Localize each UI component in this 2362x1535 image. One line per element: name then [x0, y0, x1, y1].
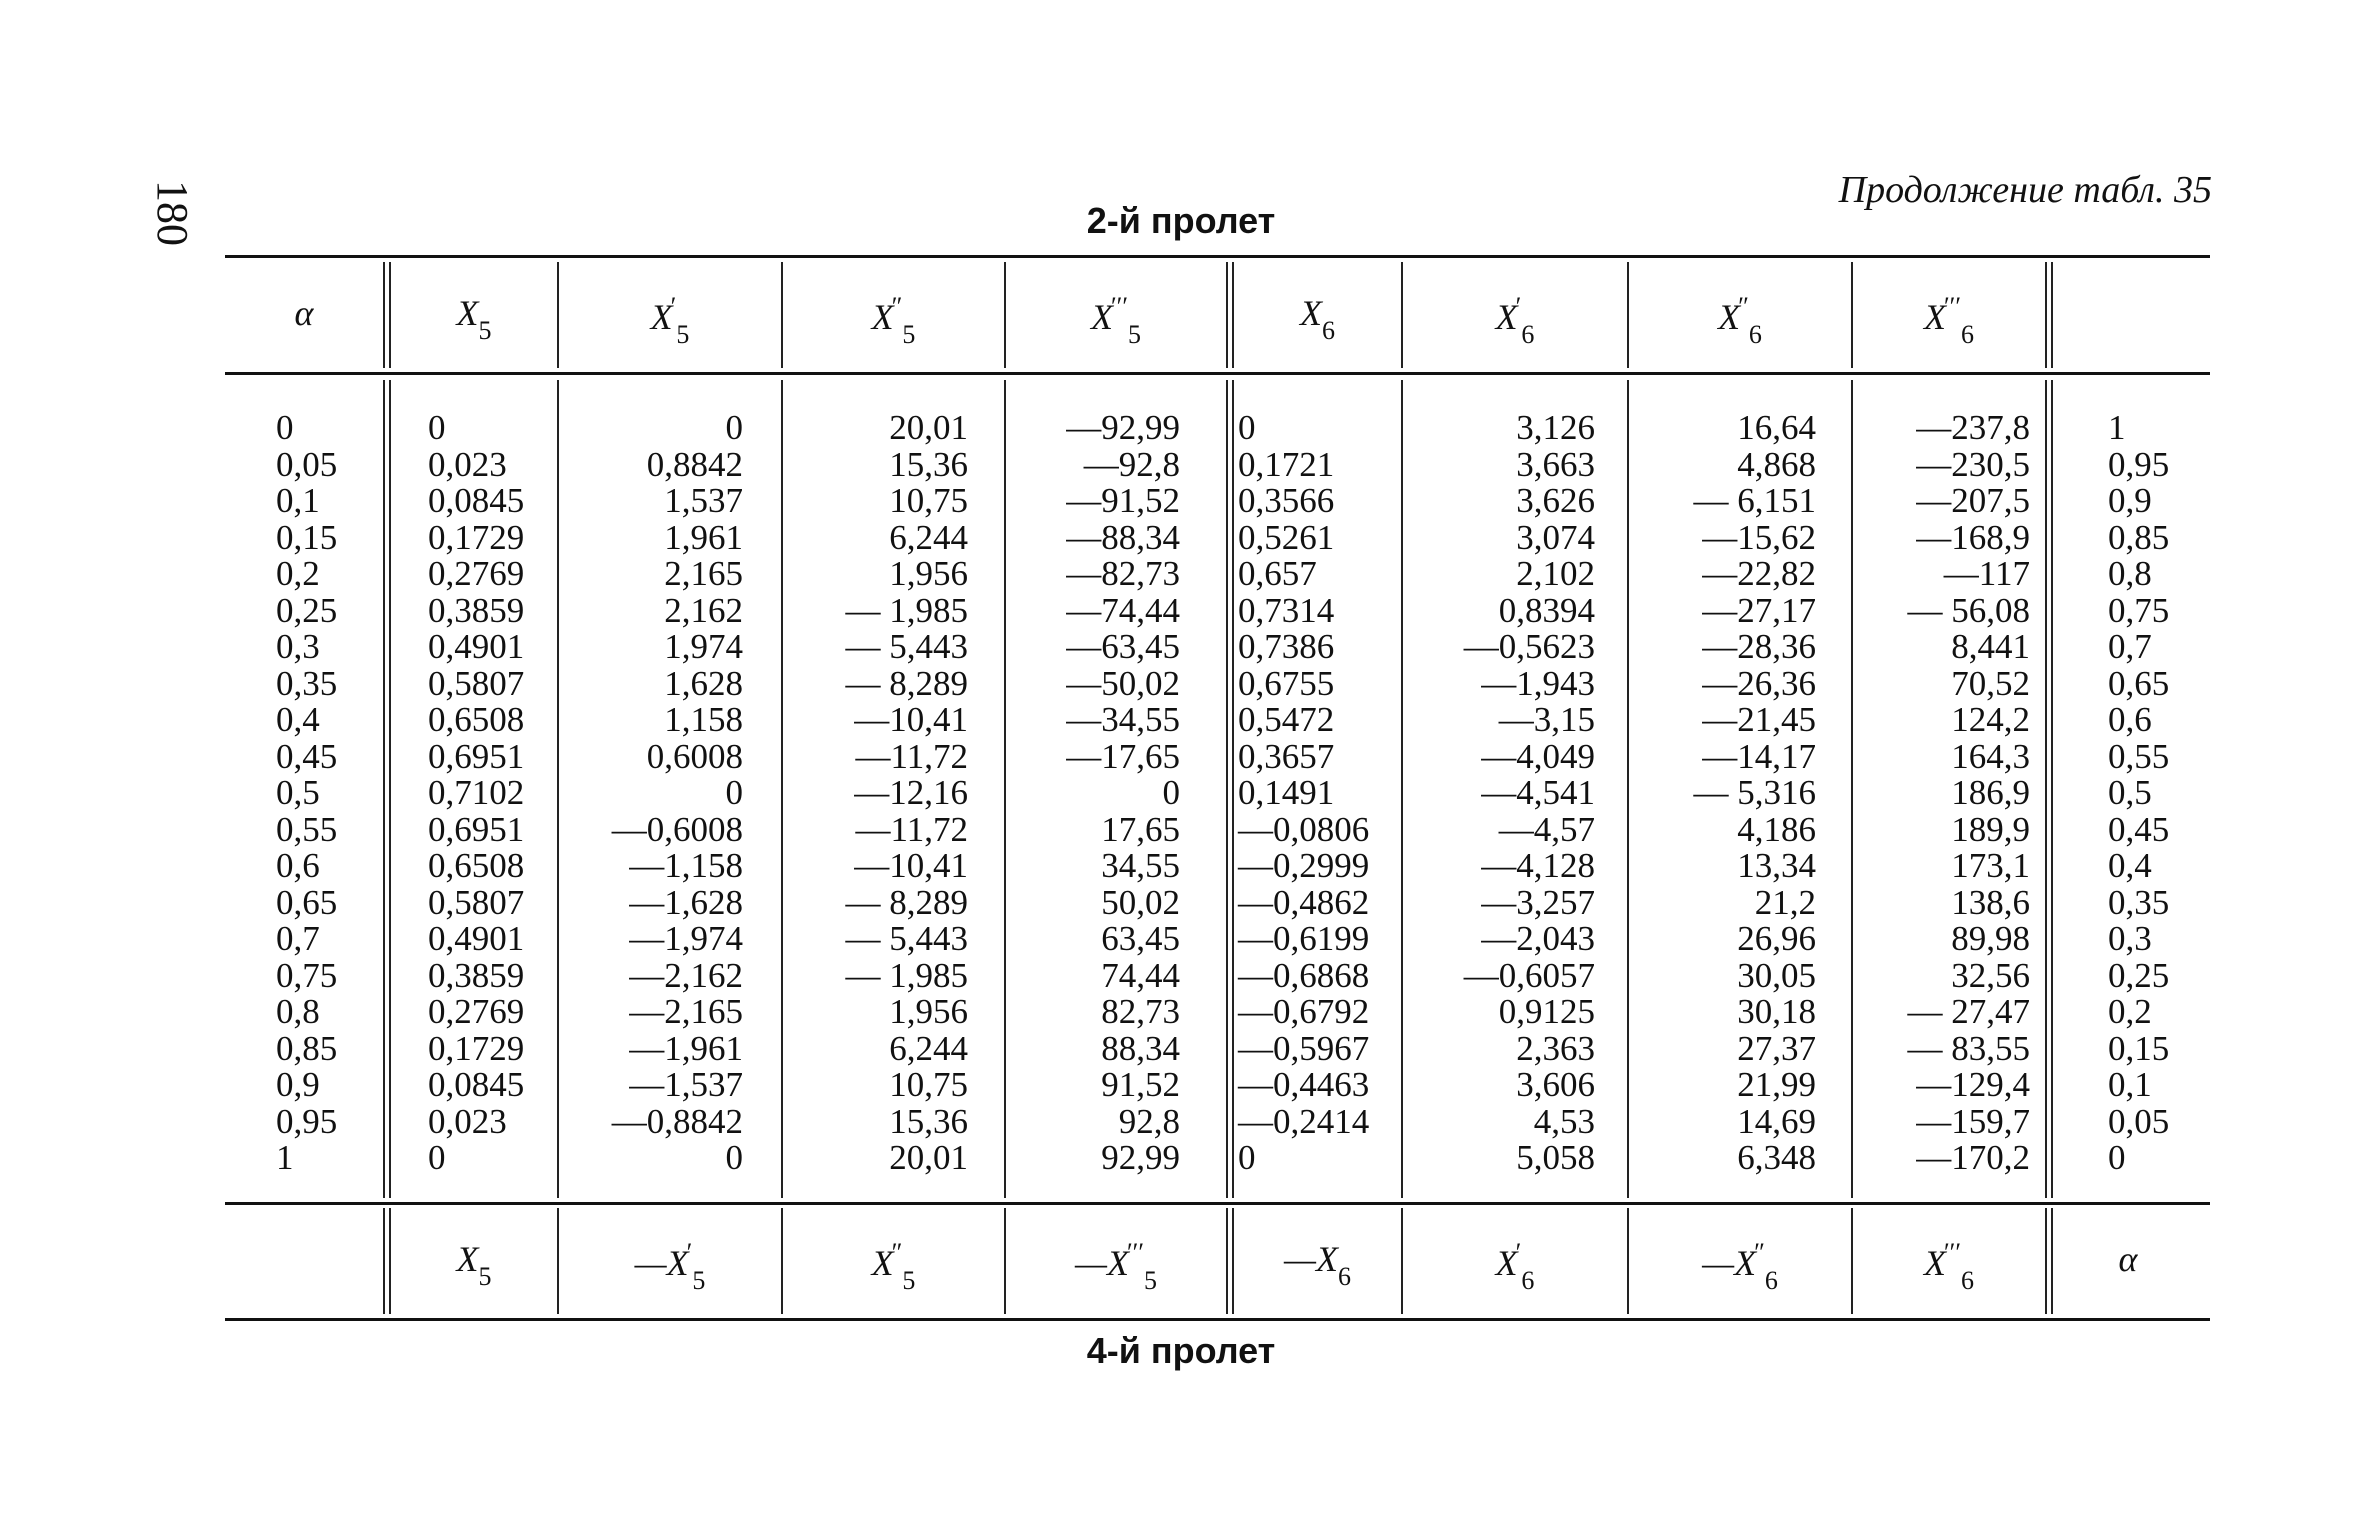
table-cell: 138,6 — [1951, 882, 2030, 922]
table-cell: 0 — [1238, 408, 1256, 447]
table-cell: 0,45 — [276, 736, 338, 776]
table-cell: —0,6199 — [1238, 919, 1370, 958]
table-cell: —230,5 — [1916, 444, 2030, 484]
table-cell: 20,01 — [889, 408, 968, 447]
footer-header-alpha: α — [2118, 1239, 2138, 1279]
table-cell: 0,3859 — [428, 955, 525, 995]
table-cell: —34,55 — [1066, 700, 1180, 739]
footer-header-minus-x5-prime: $—X'_5$ — [634, 1238, 706, 1295]
table-cell: 0,25 — [276, 590, 338, 630]
table-cell: 0,7386 — [1238, 627, 1335, 666]
table-cell: 0,6 — [276, 846, 320, 885]
table-cell: 0,85 — [2108, 517, 2170, 557]
divider-double — [383, 262, 391, 368]
table-cell: —10,41 — [854, 846, 968, 885]
table-cell: —15,62 — [1702, 517, 1816, 557]
table-cell: —170,2 — [1916, 1138, 2030, 1177]
table-cell: 0 — [725, 773, 743, 812]
table-cell: —11,72 — [855, 736, 968, 776]
table-cell: —1,628 — [629, 882, 743, 922]
table-cell: —0,5623 — [1463, 627, 1595, 666]
table-cell: —0,6057 — [1463, 955, 1595, 995]
table-cell: 3,074 — [1516, 517, 1595, 557]
divider-double — [2045, 380, 2053, 1198]
table-cell: 1,537 — [664, 481, 743, 520]
table-cell: 3,606 — [1516, 1065, 1595, 1104]
table-cell: —1,974 — [629, 919, 743, 958]
table-cell: 164,3 — [1951, 736, 2030, 776]
column-x5 — [428, 410, 553, 1177]
table-cell: 30,18 — [1737, 992, 1816, 1031]
table-cell: —2,162 — [629, 955, 743, 995]
table-cell: —92,99 — [1066, 408, 1180, 447]
table-cell: 0,0845 — [428, 1065, 525, 1104]
table-cell: 74,44 — [1101, 955, 1180, 995]
table-cell: 0,9 — [2108, 481, 2152, 520]
table-cell: —168,9 — [1916, 517, 2030, 557]
table-top-rule — [225, 255, 2210, 258]
table-cell: —82,73 — [1066, 554, 1180, 593]
table-cell: 0,65 — [2108, 663, 2170, 703]
column-alpha — [276, 410, 376, 1177]
table-cell: 0 — [725, 408, 743, 447]
divider — [1851, 380, 1853, 1198]
table-cell: 92,8 — [1118, 1101, 1180, 1141]
table-cell: 0,6508 — [428, 846, 525, 885]
table-cell: 0,25 — [2108, 955, 2170, 995]
table-cell: —26,36 — [1702, 663, 1816, 703]
table-cell: 0,3859 — [428, 590, 525, 630]
header-x6: $X_6$ — [1300, 293, 1335, 345]
divider-double — [1226, 380, 1234, 1198]
table-cell: 0,657 — [1238, 554, 1317, 593]
table-cell: 0,023 — [428, 444, 507, 484]
table-cell: 0,8394 — [1498, 590, 1595, 630]
table-cell: —1,943 — [1481, 663, 1595, 703]
table-cell: 2,363 — [1516, 1028, 1595, 1068]
table-cell: —0,2414 — [1238, 1101, 1370, 1141]
footer-header-minus-x5-triple-prime: $—X'''_5$ — [1074, 1238, 1158, 1295]
table-cell: —28,36 — [1702, 627, 1816, 666]
table-cell: 1,158 — [664, 700, 743, 739]
table-cell: 21,99 — [1737, 1065, 1816, 1104]
table-cell: 1,628 — [664, 663, 743, 703]
table-cell: 88,34 — [1101, 1028, 1180, 1068]
table-cell: —91,52 — [1066, 481, 1180, 520]
table-cell: 0,3 — [2108, 919, 2152, 958]
column-x6-double-prime — [1636, 410, 1816, 1177]
column-x6 — [1238, 410, 1398, 1177]
table-cell: 21,2 — [1754, 882, 1816, 922]
table-cell: — 1,985 — [845, 590, 968, 630]
column-x6-triple-prime — [1860, 410, 2030, 1177]
table-cell: 4,53 — [1533, 1101, 1595, 1141]
table-cell: 1,956 — [889, 554, 968, 593]
table-cell: —237,8 — [1916, 408, 2030, 447]
table-cell: — 5,443 — [845, 627, 968, 666]
table-cell: 0,6508 — [428, 700, 525, 739]
divider — [557, 380, 559, 1198]
table-cell: 0,7314 — [1238, 590, 1335, 630]
table-cell: 10,75 — [889, 481, 968, 520]
table-cell: — 83,55 — [1907, 1028, 2030, 1068]
table-cell: 6,244 — [889, 1028, 968, 1068]
table-cell: 0,05 — [2108, 1101, 2170, 1141]
table-cell: 0,75 — [276, 955, 338, 995]
header-x5: $X_5$ — [456, 293, 492, 345]
divider-double — [383, 380, 391, 1198]
table-cell: 0,8842 — [646, 444, 743, 484]
table-cell: —159,7 — [1916, 1101, 2030, 1141]
footer-header-x5: $X_5$ — [456, 1239, 492, 1291]
table-cell: —74,44 — [1066, 590, 1180, 630]
table-cell: —0,8842 — [611, 1101, 743, 1141]
table-cell: 2,162 — [664, 590, 743, 630]
table-cell: —14,17 — [1702, 736, 1816, 776]
column-x6-prime — [1410, 410, 1595, 1177]
table-cell: 15,36 — [889, 444, 968, 484]
table-continuation-caption: Продолжение табл. 35 — [1838, 169, 2212, 211]
table-cell: 0,6008 — [646, 736, 743, 776]
table-cell: 1,974 — [664, 627, 743, 666]
table-cell: —92,8 — [1083, 444, 1180, 484]
table-cell: —0,4862 — [1238, 882, 1370, 922]
table-cell: 0,1729 — [428, 1028, 525, 1068]
table-cell: 27,37 — [1737, 1028, 1816, 1068]
table-cell: 82,73 — [1101, 992, 1180, 1031]
table-cell: 63,45 — [1101, 919, 1180, 958]
table-cell: —17,65 — [1066, 736, 1180, 776]
table-cell: 0,05 — [276, 444, 338, 484]
table-cell: 124,2 — [1951, 700, 2030, 739]
header-x6-prime: $X'_6$ — [1495, 292, 1535, 349]
table-cell: —0,6792 — [1238, 992, 1370, 1031]
table-cell: 15,36 — [889, 1101, 968, 1141]
table-cell: —2,165 — [629, 992, 743, 1031]
table-cell: 0 — [2108, 1138, 2126, 1177]
table-cell: 0,95 — [2108, 444, 2170, 484]
divider — [1004, 380, 1006, 1198]
table-cell: 1 — [2108, 408, 2126, 447]
table-cell: 0,6951 — [428, 809, 525, 849]
table-cell: 0,1729 — [428, 517, 525, 557]
table-cell: —4,128 — [1481, 846, 1595, 885]
table-cell: 0,35 — [276, 663, 338, 703]
divider — [1401, 380, 1403, 1198]
divider-double — [383, 1208, 391, 1314]
table-cell: 0,85 — [276, 1028, 338, 1068]
table-cell: 6,244 — [889, 517, 968, 557]
header-x5-double-prime: $X''_5$ — [871, 292, 916, 349]
table-cell: 0,95 — [276, 1101, 338, 1141]
table-cell: 0,2769 — [428, 992, 525, 1031]
table-cell: 10,75 — [889, 1065, 968, 1104]
table-cell: 0,35 — [2108, 882, 2170, 922]
table-cell: 0 — [1162, 773, 1180, 812]
table-cell: 0 — [428, 408, 446, 447]
table-cell: 0 — [1238, 1138, 1256, 1177]
table-cell: 0 — [276, 408, 294, 447]
table-cell: 0,55 — [276, 809, 338, 849]
table-cell: —4,541 — [1481, 773, 1595, 812]
divider-double — [2045, 262, 2053, 368]
table-cell: 0,65 — [276, 882, 338, 922]
table-cell: —50,02 — [1066, 663, 1180, 703]
table-cell: 0,6951 — [428, 736, 525, 776]
table-cell: —10,41 — [854, 700, 968, 739]
header-x5-prime: $X'_5$ — [650, 292, 690, 349]
divider-double — [2045, 1208, 2053, 1314]
footer-header-minus-x6-double-prime: $—X''_6$ — [1702, 1238, 1778, 1295]
table-cell: 0,6 — [2108, 700, 2152, 739]
table-cell: —4,049 — [1481, 736, 1595, 776]
table-cell: —63,45 — [1066, 627, 1180, 666]
table-cell: 0,3 — [276, 627, 320, 666]
table-bottom-rule — [225, 1318, 2210, 1321]
table-cell: 2,165 — [664, 554, 743, 593]
table-cell: — 5,443 — [845, 919, 968, 958]
table-cell: 0,9 — [276, 1065, 320, 1104]
footer-header-x5-double-prime: $X''_5$ — [871, 1238, 916, 1295]
table-cell: 0,1491 — [1238, 773, 1335, 812]
table-cell: — 8,289 — [845, 882, 968, 922]
table-cell: —0,0806 — [1238, 809, 1370, 849]
divider — [1627, 380, 1629, 1198]
column-x5-double-prime — [790, 410, 968, 1177]
table-cell: —1,158 — [629, 846, 743, 885]
table-cell: —0,4463 — [1238, 1065, 1370, 1104]
header-x6-double-prime: $X''_6$ — [1718, 292, 1762, 349]
table-cell: 0,3566 — [1238, 481, 1335, 520]
table-cell: 3,663 — [1516, 444, 1595, 484]
table-cell: 92,99 — [1101, 1138, 1180, 1177]
table-cell: 16,64 — [1737, 408, 1816, 447]
table-cell: 0,3657 — [1238, 736, 1335, 776]
table-cell: 0,1721 — [1238, 444, 1335, 484]
table-cell: —2,043 — [1481, 919, 1595, 958]
table-cell: —12,16 — [854, 773, 968, 812]
table-cell: 0,4 — [2108, 846, 2152, 885]
table-cell: —27,17 — [1702, 590, 1816, 630]
table-cell: 0,5807 — [428, 882, 525, 922]
table-cell: 0,75 — [2108, 590, 2170, 630]
table-cell: — 8,289 — [845, 663, 968, 703]
table-cell: — 5,316 — [1693, 773, 1816, 812]
header-bottom-rule — [225, 372, 2210, 375]
body-bottom-rule — [225, 1202, 2210, 1205]
table-cell: 13,34 — [1737, 846, 1816, 885]
table-cell: 26,96 — [1737, 919, 1816, 958]
table-cell: 0,15 — [276, 517, 338, 557]
table-cell: 4,186 — [1737, 809, 1816, 849]
table-cell: —117 — [1943, 554, 2030, 593]
footer-header-x6-triple-prime: $X'''_6$ — [1923, 1238, 1975, 1295]
table-cell: 70,52 — [1951, 663, 2030, 703]
header-x6-triple-prime: $X'''_6$ — [1923, 292, 1975, 349]
table-cell: 3,626 — [1516, 481, 1595, 520]
table-cell: 1,956 — [889, 992, 968, 1031]
divider — [781, 380, 783, 1198]
divider-double — [1226, 1208, 1234, 1314]
table-cell: 0 — [725, 1138, 743, 1177]
table-cell: 0,8 — [276, 992, 320, 1031]
table-cell: —1,537 — [629, 1065, 743, 1104]
divider-double — [1226, 262, 1234, 368]
table-cell: 30,05 — [1737, 955, 1816, 995]
table-cell: 91,52 — [1101, 1065, 1180, 1104]
footer-header-x6-prime: $X'_6$ — [1495, 1238, 1535, 1295]
table-cell: 1,961 — [664, 517, 743, 557]
header-x5-triple-prime: $X'''_5$ — [1090, 292, 1142, 349]
table-cell: 0,023 — [428, 1101, 507, 1141]
table-cell: 0,5472 — [1238, 700, 1335, 739]
table-cell: 0,5807 — [428, 663, 525, 703]
table-cell: 5,058 — [1516, 1138, 1595, 1177]
table-cell: 0 — [428, 1138, 446, 1177]
table-cell: 0,2769 — [428, 554, 525, 593]
table-cell: 89,98 — [1951, 919, 2030, 958]
table-cell: 0,4 — [276, 700, 320, 739]
column-alpha-reverse — [2108, 410, 2203, 1177]
table-cell: —4,57 — [1498, 809, 1595, 849]
table-cell: —11,72 — [855, 809, 968, 849]
table-cell: 0,7102 — [428, 773, 525, 812]
table-cell: 0,7 — [2108, 627, 2152, 666]
table-cell: 0,5261 — [1238, 517, 1335, 557]
table-cell: —0,2999 — [1238, 846, 1370, 885]
bottom-span-title: 4-й пролет — [1086, 1330, 1276, 1371]
table-cell: — 56,08 — [1907, 590, 2030, 630]
table-cell: 0,8 — [2108, 554, 2152, 593]
table-cell: 0,0845 — [428, 481, 525, 520]
table-cell: 0,5 — [276, 773, 320, 812]
column-x5-triple-prime — [1012, 410, 1180, 1177]
table-cell: —88,34 — [1066, 517, 1180, 557]
table-cell: 173,1 — [1951, 846, 2030, 885]
table-cell: —0,6868 — [1238, 955, 1370, 995]
table-cell: —0,6008 — [611, 809, 743, 849]
table-cell: —129,4 — [1916, 1065, 2030, 1104]
table-cell: —3,15 — [1498, 700, 1595, 739]
table-cell: 0,6755 — [1238, 663, 1335, 703]
header-alpha: α — [294, 293, 314, 333]
table-cell: 0,7 — [276, 919, 320, 958]
table-cell: — 27,47 — [1907, 992, 2030, 1031]
table-cell: 2,102 — [1516, 554, 1595, 593]
table-cell: 0,45 — [2108, 809, 2170, 849]
table-cell: 0,15 — [2108, 1028, 2170, 1068]
table-cell: 50,02 — [1101, 882, 1180, 922]
table-cell: 4,868 — [1737, 444, 1816, 484]
table-cell: 186,9 — [1951, 773, 2030, 812]
column-x5-prime — [565, 410, 743, 1177]
table-cell: 0,4901 — [428, 919, 525, 958]
table-cell: 0,2 — [2108, 992, 2152, 1031]
page-number: 180 — [148, 180, 197, 246]
table-cell: 189,9 — [1951, 809, 2030, 849]
table-cell: 20,01 — [889, 1138, 968, 1177]
table-cell: —0,5967 — [1238, 1028, 1370, 1068]
table-cell: —3,257 — [1481, 882, 1595, 922]
top-span-title: 2-й пролет — [1086, 200, 1276, 241]
table-cell: 0,4901 — [428, 627, 525, 666]
table-cell: 0,1 — [2108, 1065, 2152, 1104]
table-cell: —1,961 — [629, 1028, 743, 1068]
table-cell: 1 — [276, 1138, 294, 1177]
table-cell: 0,9125 — [1498, 992, 1595, 1031]
table-cell: —22,82 — [1702, 554, 1816, 593]
table-cell: — 6,151 — [1693, 481, 1816, 520]
table-cell: 0,1 — [276, 481, 320, 520]
table-cell: 6,348 — [1737, 1138, 1816, 1177]
table-cell: 17,65 — [1101, 809, 1180, 849]
table-cell: —21,45 — [1702, 700, 1816, 739]
table-cell: — 1,985 — [845, 955, 968, 995]
table-cell: 14,69 — [1737, 1101, 1816, 1141]
table-cell: 34,55 — [1101, 846, 1180, 885]
table-cell: 8,441 — [1951, 627, 2030, 666]
table-cell: 32,56 — [1951, 955, 2030, 995]
footer-header-minus-x6: $—X_6$ — [1284, 1239, 1351, 1291]
table-cell: —207,5 — [1916, 481, 2030, 520]
table-cell: 0,5 — [2108, 773, 2152, 812]
table-cell: 0,2 — [276, 554, 320, 593]
table-cell: 3,126 — [1516, 408, 1595, 447]
table-cell: 0,55 — [2108, 736, 2170, 776]
